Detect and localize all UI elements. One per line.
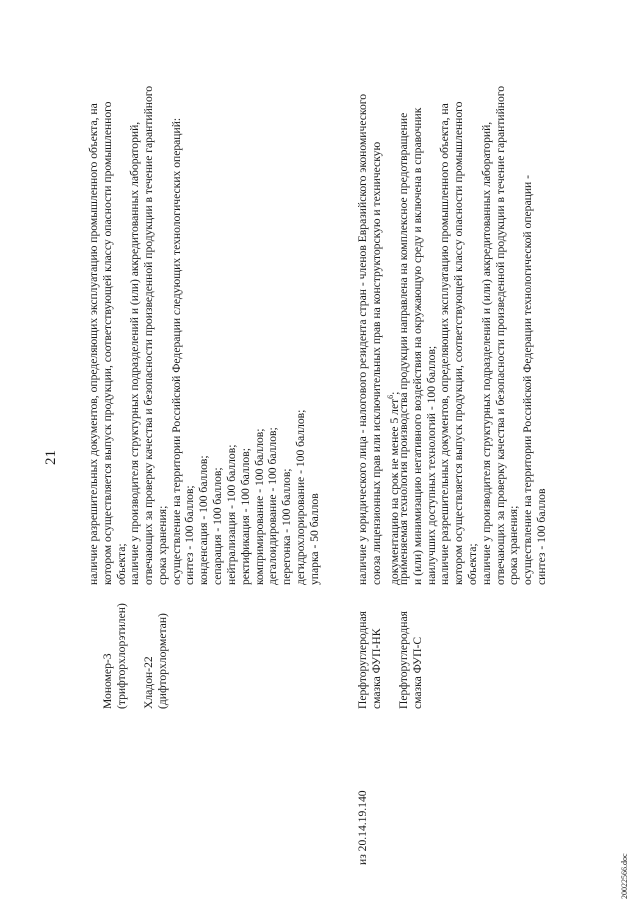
requirement-line: объекта;: [466, 543, 479, 585]
requirement-line: перегонка - 100 баллов;: [280, 468, 293, 585]
product-line: (трифторхлорэтилен): [114, 603, 128, 709]
requirement-text: документацию на срок не менее 5 лет: [387, 398, 401, 585]
requirement-line: дегалоидирование - 100 баллов;: [266, 427, 279, 585]
requirement-line: котором осуществляется выпуск продукции, соответствующей классу опасности промышленного: [452, 101, 465, 585]
document-footer: 20022566.doc: [620, 853, 629, 899]
requirement-line: наличие у производителя структурных подразделений и (или) аккредитованных лабораторий,: [128, 121, 141, 585]
okpd-code: из 20.14.19.140: [356, 790, 369, 865]
product-line: смазка ФУП-НК: [369, 628, 383, 709]
product-monomer-3: [101, 603, 129, 709]
requirement-line: и (или) минимизацию негативного воздействия на окружающую среду и включена в справочник: [411, 107, 424, 585]
product-line: Перфторуглеродная: [397, 611, 410, 709]
requirement-line: наличие у производителя структурных подразделений и (или) аккредитованных лабораторий,: [480, 121, 493, 585]
requirement-line: наилучших доступных технологий - 100 баллов;: [425, 345, 438, 585]
product-line: (дифторхлорметан): [155, 613, 169, 709]
product-fup-s: [397, 611, 425, 709]
requirement-line: отвечающих за проверку качества и безопасности произведенной продукции в течение гарантийного: [494, 85, 507, 585]
requirement-line: котором осуществляется выпуск продукции, соответствующей классу опасности промышленного: [101, 101, 114, 585]
requirement-line: наличие у юридического лица - налогового резидента стран - членов Евразийского экономического: [356, 93, 369, 585]
requirement-line: срока хранения;: [156, 505, 169, 585]
requirement-line: осуществление на территории Российской Федерации следующих технологических операций:: [170, 117, 183, 585]
product-line: смазка ФУП-С: [410, 636, 424, 709]
requirement-line: синтез - 100 баллов;: [183, 485, 196, 585]
requirement-line: срока хранения;: [507, 505, 520, 585]
requirement-line: компримирование - 100 баллов;: [253, 428, 266, 585]
requirement-line: применяемая технология производства продукции направлена на комплексное предотвращение: [397, 112, 410, 585]
product-khladon-22: [142, 613, 170, 709]
product-line: Хладон-22: [142, 656, 155, 709]
requirement-line: осуществление на территории Российской Федерации технологической операции -: [521, 175, 534, 585]
requirement-line: сепарация - 100 баллов;: [211, 467, 224, 585]
footnote-mark: 6: [386, 394, 395, 399]
requirement-line: конденсация - 100 баллов;: [197, 455, 210, 585]
requirement-line: наличие разрешительных документов, определяющих эксплуатацию промышленного объекта, на: [438, 103, 451, 585]
page-number: 21: [43, 450, 59, 465]
product-line: Мономер-3: [101, 653, 114, 709]
requirement-line: объекта;: [115, 543, 128, 585]
product-fup-nk: [356, 611, 384, 709]
requirement-line: синтез - 100 баллов: [535, 488, 548, 585]
footnote-suffix: ;: [387, 391, 401, 395]
product-line: Перфторуглеродная: [356, 611, 369, 709]
requirement-line: нейтрализация - 100 баллов;: [225, 444, 238, 585]
requirement-line: наличие разрешительных документов, определяющих эксплуатацию промышленного объекта, на: [87, 103, 100, 585]
requirement-line: ректификация - 100 баллов;: [239, 448, 252, 585]
requirement-line: дегидрохлорирование - 100 баллов;: [294, 409, 307, 585]
requirement-line: союза лицензионных прав или исключительных прав на конструкторскую и техническую: [370, 141, 383, 585]
requirement-line: упарка - 50 баллов: [308, 493, 321, 585]
requirement-line: отвечающих за проверку качества и безопасности произведенной продукции в течение гарантийного: [142, 85, 155, 585]
